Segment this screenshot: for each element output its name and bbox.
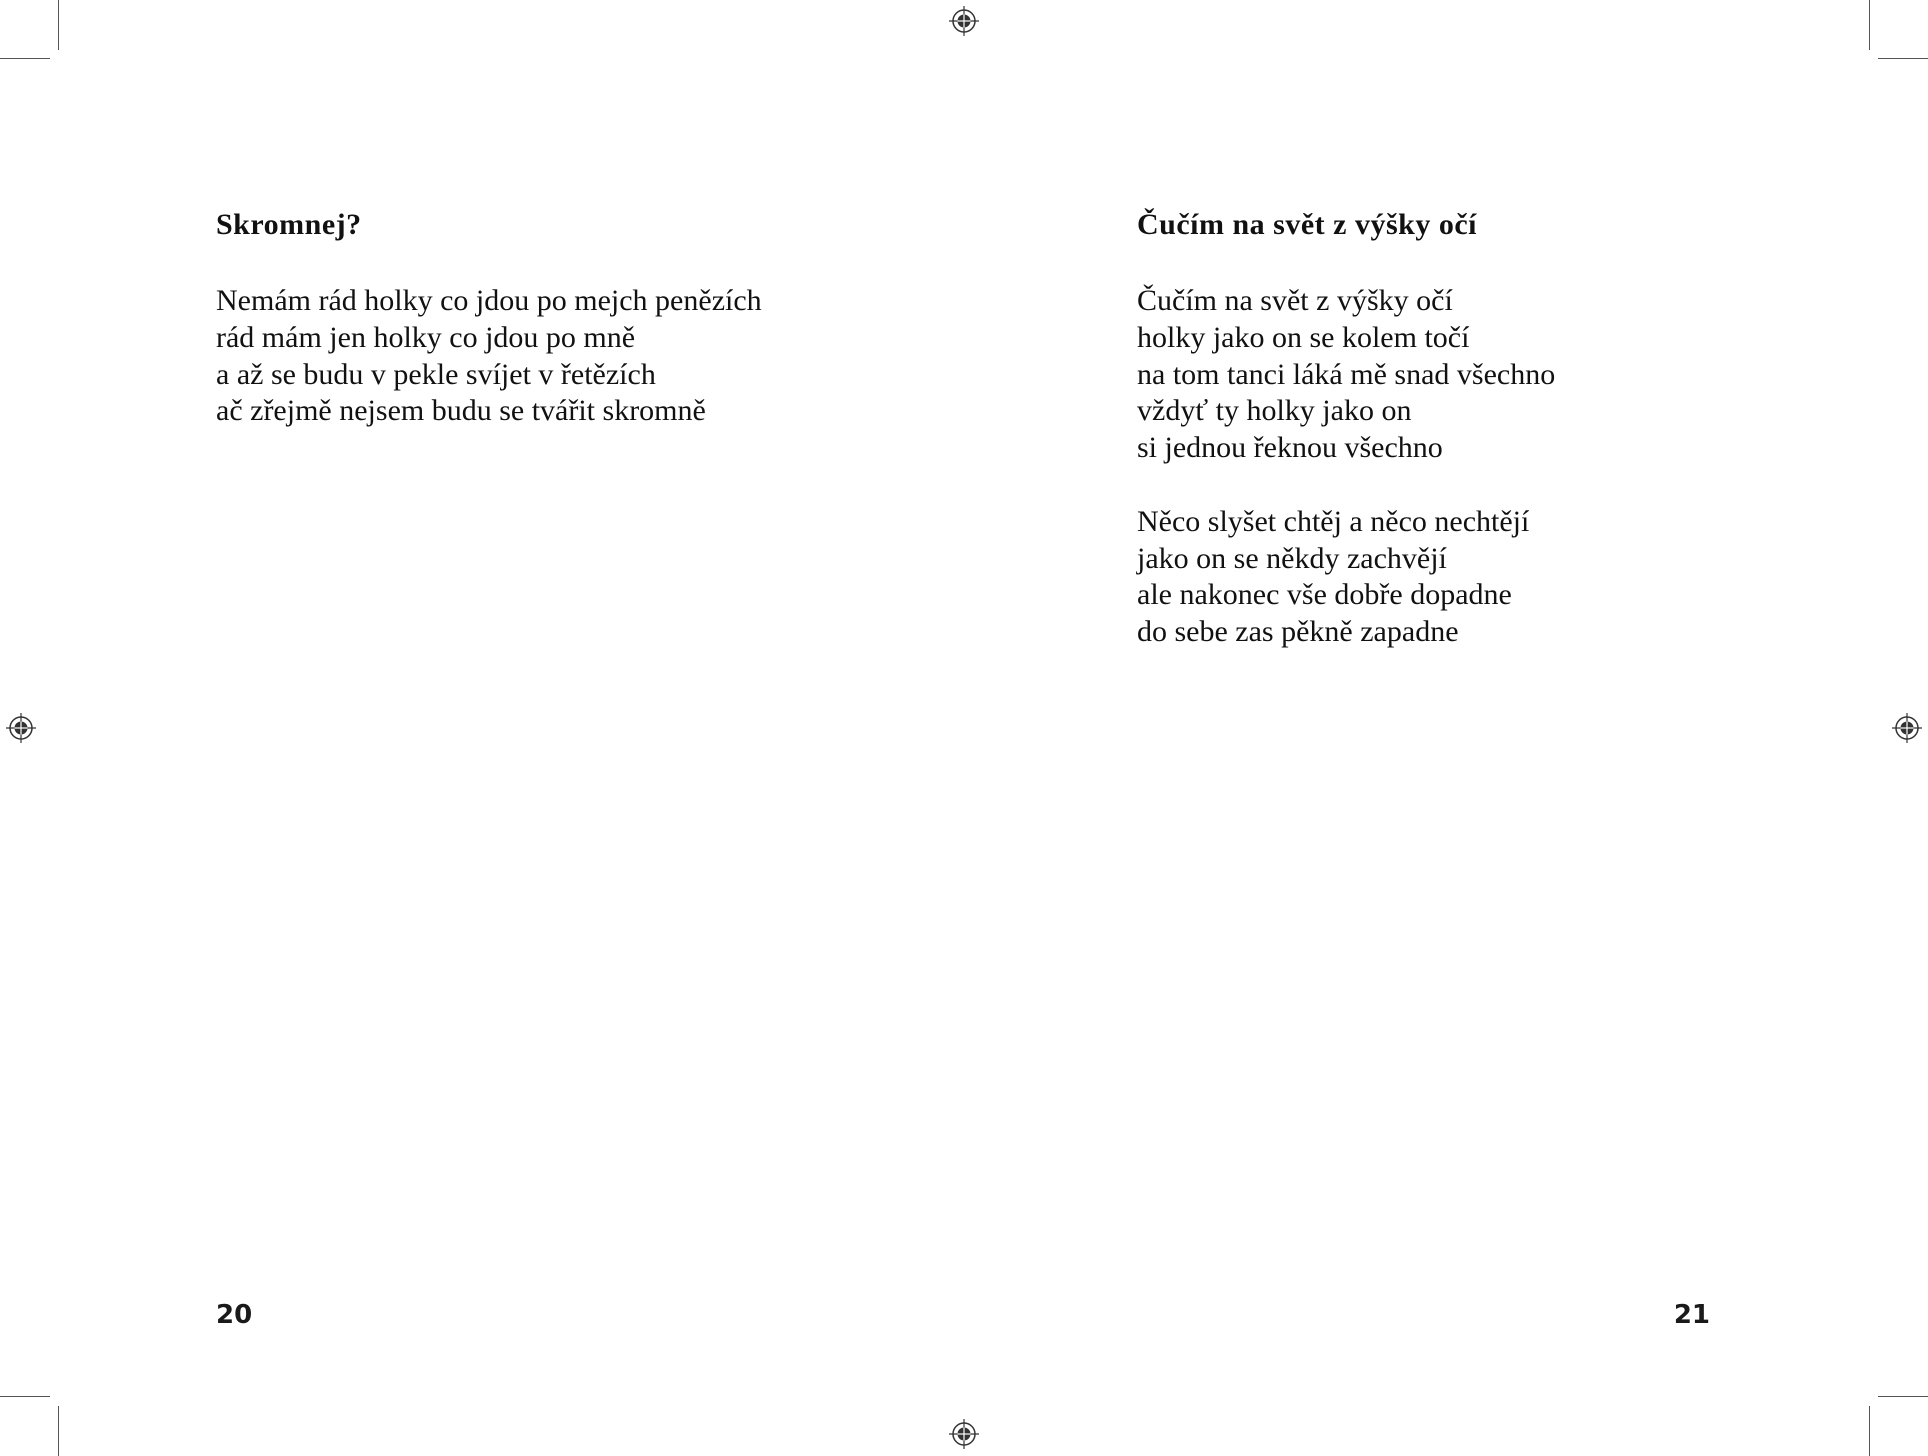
verse-line: na tom tanci láká mě snad všechno: [1137, 357, 1556, 391]
verse-line: jako on se někdy zachvějí: [1137, 541, 1447, 575]
crop-mark-top-left-horizontal: [0, 58, 50, 59]
verse-line: a až se budu v pekle svíjet v řetězích: [216, 357, 656, 391]
verse-line: Nemám rád holky co jdou po mejch penězích: [216, 284, 762, 317]
crop-mark-bottom-right-vertical: [1869, 1406, 1870, 1456]
poem-title: Skromnej?: [216, 208, 362, 241]
poem-body: [1137, 283, 1555, 688]
verse-line: do sebe zas pěkně zapadne: [1137, 615, 1459, 649]
page-number: 20: [216, 1300, 253, 1330]
page-number: 21: [1673, 1300, 1710, 1330]
stanza: [216, 283, 762, 430]
verse-line: holky jako on se kolem točí: [1137, 320, 1470, 354]
crop-mark-top-left-vertical: [58, 0, 59, 50]
verse-line: Čučím na svět z výšky očí: [1137, 284, 1453, 317]
crop-mark-bottom-right-horizontal: [1878, 1396, 1928, 1397]
registration-mark-icon: [949, 1419, 979, 1449]
stanza: [1137, 283, 1555, 467]
stanza: [1137, 504, 1555, 651]
verse-line: Něco slyšet chtěj a něco nechtějí: [1137, 504, 1530, 538]
verse-line: ač zřejmě nejsem budu se tvářit skromně: [216, 394, 706, 428]
crop-mark-bottom-left-vertical: [58, 1406, 59, 1456]
verse-line: si jednou řeknou všechno: [1137, 431, 1443, 465]
poem-title: Čučím na svět z výšky očí: [1137, 208, 1477, 241]
registration-mark-icon: [1892, 713, 1922, 743]
verse-line: vždyť ty holky jako on: [1137, 394, 1412, 428]
poem-body: [216, 283, 762, 467]
registration-mark-icon: [949, 6, 979, 36]
verse-line: ale nakonec vše dobře dopadne: [1137, 578, 1512, 612]
crop-mark-top-right-vertical: [1869, 0, 1870, 50]
registration-mark-icon: [6, 713, 36, 743]
crop-mark-top-right-horizontal: [1878, 58, 1928, 59]
crop-mark-bottom-left-horizontal: [0, 1396, 50, 1397]
verse-line: rád mám jen holky co jdou po mně: [216, 320, 636, 354]
